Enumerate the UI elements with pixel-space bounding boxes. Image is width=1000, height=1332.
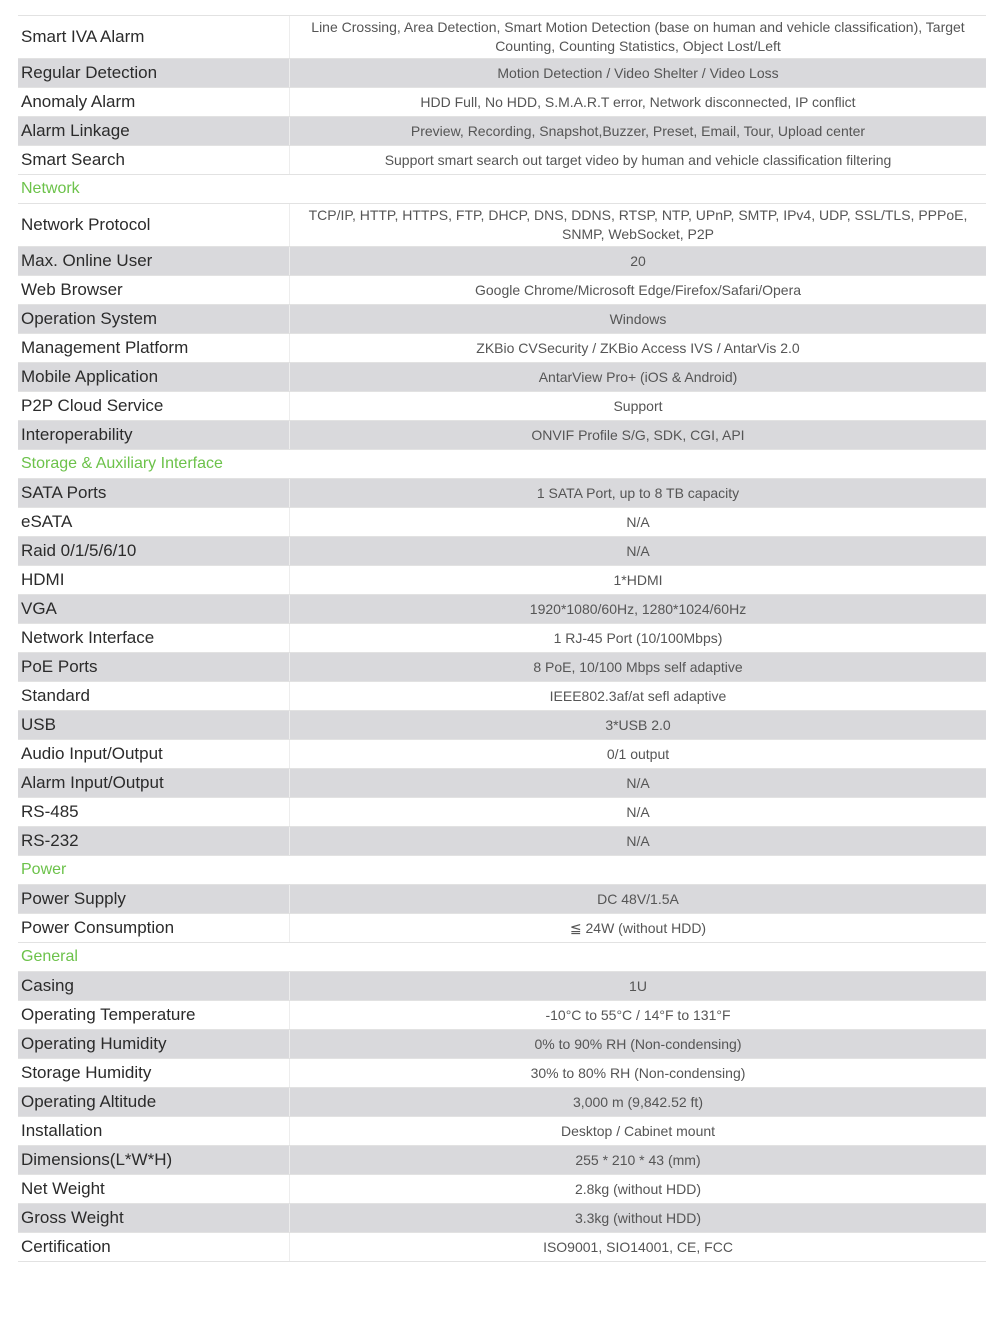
spec-row xyxy=(18,595,986,624)
spec-value: Desktop / Cabinet mount xyxy=(560,1122,716,1139)
spec-label: PoE Ports xyxy=(18,653,290,681)
spec-value: ≦ 24W (without HDD) xyxy=(569,919,707,936)
spec-row xyxy=(18,769,986,798)
spec-row xyxy=(18,740,986,769)
spec-row xyxy=(18,363,986,392)
spec-label: Alarm Input/Output xyxy=(18,769,290,797)
spec-label: Power Consumption xyxy=(18,914,290,942)
spec-label: Operation System xyxy=(18,305,290,333)
spec-value: 2.8kg (without HDD) xyxy=(574,1180,702,1197)
spec-value: 20 xyxy=(630,252,646,269)
section-spacer xyxy=(290,856,986,884)
spec-value: 3.3kg (without HDD) xyxy=(574,1209,702,1226)
section-header xyxy=(18,856,986,885)
spec-row xyxy=(18,305,986,334)
spec-row xyxy=(18,1088,986,1117)
spec-row xyxy=(18,1001,986,1030)
spec-label: Operating Humidity xyxy=(18,1030,290,1058)
spec-label: Network Protocol xyxy=(18,204,290,246)
spec-label: Web Browser xyxy=(18,276,290,304)
section-header xyxy=(18,175,986,204)
spec-label: Operating Altitude xyxy=(18,1088,290,1116)
spec-label: Storage Humidity xyxy=(18,1059,290,1087)
spec-value: ZKBio CVSecurity / ZKBio Access IVS / AntarVis 2.0 xyxy=(476,339,800,356)
spec-label: RS-232 xyxy=(18,827,290,855)
spec-value: 30% to 80% RH (Non-condensing) xyxy=(530,1064,746,1081)
spec-value: Windows xyxy=(609,310,667,327)
spec-label: Mobile Application xyxy=(18,363,290,391)
spec-value: N/A xyxy=(626,513,650,530)
spec-row xyxy=(18,247,986,276)
spec-value: IEEE802.3af/at sefl adaptive xyxy=(549,687,727,704)
spec-label: Max. Online User xyxy=(18,247,290,275)
spec-label: Network Interface xyxy=(18,624,290,652)
spec-row xyxy=(18,1117,986,1146)
spec-value: 0% to 90% RH (Non-condensing) xyxy=(534,1035,742,1052)
spec-value: TCP/IP, HTTP, HTTPS, FTP, DHCP, DNS, DDNS, RTSP, NTP, UPnP, SMTP, IPv4, UDP, SSL/TLS, PPPoE, SNMP, WebSocket, P2P xyxy=(308,207,968,242)
spec-row xyxy=(18,1204,986,1233)
spec-value: Line Crossing, Area Detection, Smart Motion Detection (base on human and vehicle classification), Target Counting, Counting Statistics, Object Lost/Left xyxy=(311,19,965,54)
spec-row xyxy=(18,88,986,117)
spec-value: HDD Full, No HDD, S.M.A.R.T error, Network disconnected, IP conflict xyxy=(420,93,856,110)
spec-label: eSATA xyxy=(18,508,290,536)
spec-value: 3*USB 2.0 xyxy=(605,716,671,733)
spec-label: Power Supply xyxy=(18,885,290,913)
spec-label: VGA xyxy=(18,595,290,623)
section-title: Power xyxy=(21,861,67,878)
spec-row xyxy=(18,1233,986,1262)
spec-label: Installation xyxy=(18,1117,290,1145)
spec-row xyxy=(18,682,986,711)
spec-value: 1 SATA Port, up to 8 TB capacity xyxy=(536,484,740,501)
spec-label: Alarm Linkage xyxy=(18,117,290,145)
spec-label: Audio Input/Output xyxy=(18,740,290,768)
spec-label: Smart IVA Alarm xyxy=(18,16,290,58)
spec-table xyxy=(18,15,986,1262)
spec-label: SATA Ports xyxy=(18,479,290,507)
spec-value: ONVIF Profile S/G, SDK, CGI, API xyxy=(531,426,745,443)
spec-label: Anomaly Alarm xyxy=(18,88,290,116)
spec-value: -10°C to 55°C / 14°F to 131°F xyxy=(545,1006,731,1023)
spec-row xyxy=(18,1146,986,1175)
spec-row xyxy=(18,711,986,740)
spec-row xyxy=(18,1059,986,1088)
spec-row xyxy=(18,334,986,363)
spec-row xyxy=(18,885,986,914)
spec-label: Interoperability xyxy=(18,421,290,449)
spec-row xyxy=(18,392,986,421)
spec-label: Smart Search xyxy=(18,146,290,174)
spec-value: 8 PoE, 10/100 Mbps self adaptive xyxy=(533,658,743,675)
spec-row xyxy=(18,204,986,247)
spec-label: Regular Detection xyxy=(18,59,290,87)
spec-row xyxy=(18,624,986,653)
spec-row xyxy=(18,653,986,682)
spec-row xyxy=(18,537,986,566)
spec-row xyxy=(18,421,986,450)
spec-value: 1920*1080/60Hz, 1280*1024/60Hz xyxy=(529,600,747,617)
spec-row xyxy=(18,276,986,305)
spec-label: Operating Temperature xyxy=(18,1001,290,1029)
spec-value: AntarView Pro+ (iOS & Android) xyxy=(538,368,738,385)
section-title: Network xyxy=(21,180,80,197)
section-title: Storage & Auxiliary Interface xyxy=(21,455,223,472)
spec-value: ISO9001, SIO14001, CE, FCC xyxy=(543,1238,733,1255)
spec-label: Raid 0/1/5/6/10 xyxy=(18,537,290,565)
spec-value: 1 RJ-45 Port (10/100Mbps) xyxy=(553,629,723,646)
spec-value: N/A xyxy=(626,832,650,849)
spec-row xyxy=(18,16,986,59)
spec-label: P2P Cloud Service xyxy=(18,392,290,420)
spec-row xyxy=(18,59,986,88)
spec-value: Preview, Recording, Snapshot,Buzzer, Preset, Email, Tour, Upload center xyxy=(410,122,866,139)
spec-label: Certification xyxy=(18,1233,290,1261)
spec-label: Casing xyxy=(18,972,290,1000)
spec-value: N/A xyxy=(626,774,650,791)
spec-label: RS-485 xyxy=(18,798,290,826)
section-header xyxy=(18,943,986,972)
spec-label: Dimensions(L*W*H) xyxy=(18,1146,290,1174)
spec-label: Gross Weight xyxy=(18,1204,290,1232)
spec-value: 1U xyxy=(629,977,647,994)
section-spacer xyxy=(290,943,986,971)
spec-label: HDMI xyxy=(18,566,290,594)
spec-label: Standard xyxy=(18,682,290,710)
spec-value: Google Chrome/Microsoft Edge/Firefox/Safari/Opera xyxy=(474,281,802,298)
spec-row xyxy=(18,827,986,856)
section-header xyxy=(18,450,986,479)
spec-value: DC 48V/1.5A xyxy=(597,890,679,907)
spec-row xyxy=(18,1030,986,1059)
spec-value: N/A xyxy=(626,542,650,559)
spec-value: Motion Detection / Video Shelter / Video Loss xyxy=(497,64,779,81)
section-title: General xyxy=(21,948,78,965)
spec-value: Support smart search out target video by human and vehicle classification filtering xyxy=(384,151,892,168)
spec-value: 1*HDMI xyxy=(613,571,663,588)
spec-row xyxy=(18,479,986,508)
spec-value: 0/1 output xyxy=(606,745,670,762)
spec-label: Net Weight xyxy=(18,1175,290,1203)
spec-label: Management Platform xyxy=(18,334,290,362)
spec-row xyxy=(18,566,986,595)
spec-row xyxy=(18,798,986,827)
spec-value: N/A xyxy=(626,803,650,820)
spec-row xyxy=(18,1175,986,1204)
spec-row xyxy=(18,508,986,537)
section-spacer xyxy=(290,450,986,478)
spec-value: 255 * 210 * 43 (mm) xyxy=(575,1151,701,1168)
section-spacer xyxy=(290,175,986,203)
spec-value: 3,000 m (9,842.52 ft) xyxy=(573,1093,703,1110)
spec-label: USB xyxy=(18,711,290,739)
spec-row xyxy=(18,914,986,943)
spec-value: Support xyxy=(613,397,663,414)
spec-row xyxy=(18,972,986,1001)
spec-row xyxy=(18,117,986,146)
spec-row xyxy=(18,146,986,175)
